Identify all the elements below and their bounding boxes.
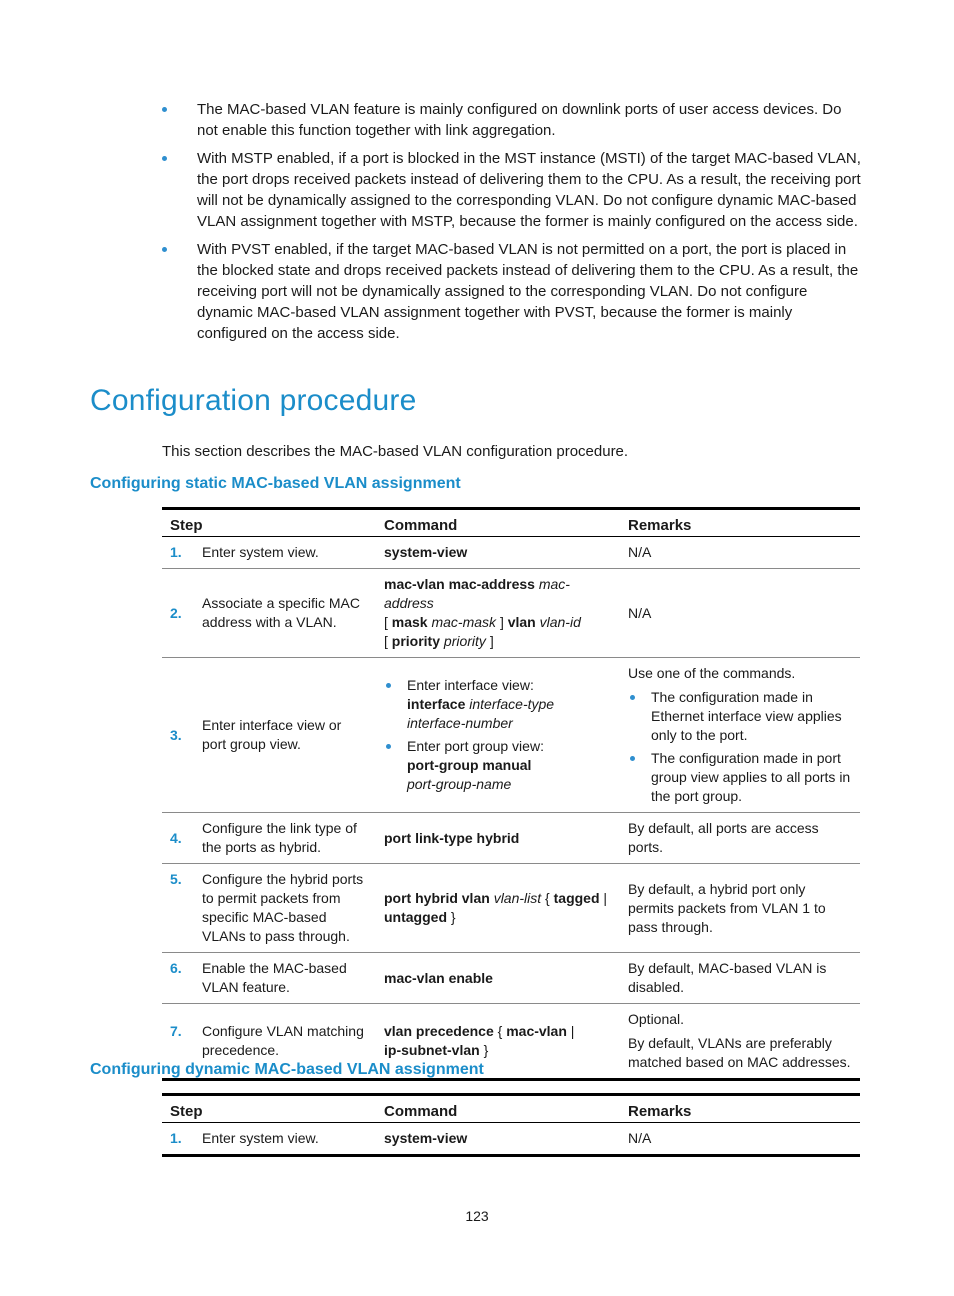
remarks-cell: N/A — [620, 569, 860, 658]
table-row — [162, 813, 860, 864]
command-column-header: Command — [376, 509, 620, 537]
bullet-dot-icon — [386, 683, 391, 688]
step-text: Enter system view. — [202, 544, 319, 560]
step-number: 3. — [170, 726, 182, 743]
section-title: Configuration procedure — [90, 384, 417, 417]
page-number: 123 — [465, 1208, 489, 1224]
step-cell — [162, 1123, 376, 1156]
step-text: Associate a specific MAC address with a VLAN. — [202, 595, 360, 630]
table-header-row — [162, 1095, 860, 1123]
step-text: Enter system view. — [202, 1130, 319, 1146]
list-item: The configuration made in Ethernet interface view applies only to the port. — [628, 688, 852, 745]
note-bullet-list — [160, 99, 865, 351]
note-bullet: The MAC-based VLAN feature is mainly configured on downlink ports of user access devices. Do not enable this function together with link aggregation. — [160, 99, 865, 141]
remarks-list — [628, 688, 852, 806]
command-cell — [376, 658, 620, 813]
table-row — [162, 537, 860, 569]
step-text: Configure the link type of the ports as hybrid. — [202, 820, 357, 855]
step-cell — [162, 537, 376, 569]
remarks-column-header: Remarks — [620, 1095, 860, 1123]
remarks-cell: Use one of the commands. The configuration made in Ethernet interface view applies only to the port. The configuration made in port group view applies to all ports in the port group. — [620, 658, 860, 813]
command-cell: port link-type hybrid — [376, 813, 620, 864]
table-row — [162, 864, 860, 953]
remarks-cell: By default, a hybrid port only permits packets from VLAN 1 to pass through. — [620, 864, 860, 953]
command-cell: system-view — [384, 1130, 468, 1146]
command-cell: mac-vlan mac-address mac-address [ mask mac-mask ] vlan vlan-id [ priority priority ] — [376, 569, 620, 658]
bullet-dot-icon — [162, 247, 167, 252]
step-cell — [162, 864, 376, 953]
step-number: 4. — [170, 829, 182, 846]
step-cell — [162, 569, 376, 658]
command-options-list — [384, 676, 612, 794]
step-number: 1. — [170, 544, 182, 560]
step-text: Configure VLAN matching precedence. — [202, 1023, 364, 1058]
dynamic-assignment-heading: Configuring dynamic MAC-based VLAN assignment — [90, 1061, 484, 1078]
step-column-header: Step — [162, 1095, 376, 1123]
remarks-cell: Optional. By default, VLANs are preferably matched based on MAC addresses. — [620, 1004, 860, 1080]
table-row — [162, 1123, 860, 1156]
bullet-dot-icon — [162, 156, 167, 161]
step-text: Configure the hybrid ports to permit packets from specific MAC-based VLANs to pass through. — [202, 871, 364, 944]
remarks-cell: By default, all ports are access ports. — [620, 813, 860, 864]
bullet-dot-icon — [630, 756, 635, 761]
list-item: The configuration made in port group view applies to all ports in the port group. — [628, 749, 852, 806]
dynamic-assignment-table — [162, 1093, 860, 1157]
table-row — [162, 658, 860, 813]
step-cell — [162, 813, 376, 864]
step-number: 5. — [170, 871, 182, 887]
step-text: Enable the MAC-based VLAN feature. — [202, 960, 347, 995]
bullet-dot-icon — [386, 744, 391, 749]
table-row — [162, 569, 860, 658]
step-number: 6. — [170, 960, 182, 976]
bullet-dot-icon — [630, 695, 635, 700]
remarks-cell: N/A — [628, 544, 652, 560]
step-text: Enter interface view or port group view. — [202, 717, 342, 752]
table-row — [162, 953, 860, 1004]
section-intro: This section describes the MAC-based VLAN configuration procedure. — [162, 443, 629, 460]
static-assignment-table — [162, 507, 860, 1081]
note-bullet: With MSTP enabled, if a port is blocked in the MST instance (MSTI) of the target MAC-based VLAN, the port drops received packets instead of delivering them to the CPU. As a result, the receiving port will not be dynamically assigned to the corresponding VLAN. Do not configure dynamic MAC-based VLAN assignment together with MSTP, because the former is mainly configured on the access side. — [160, 148, 865, 232]
command-cell: system-view — [384, 544, 468, 560]
static-assignment-heading: Configuring static MAC-based VLAN assignment — [90, 475, 461, 492]
command-cell: mac-vlan enable — [376, 953, 620, 1004]
command-column-header: Command — [376, 1095, 620, 1123]
remarks-cell: By default, MAC-based VLAN is disabled. — [620, 953, 860, 1004]
list-item: Enter interface view: interface interface-type interface-number — [384, 676, 612, 733]
bullet-dot-icon — [162, 107, 167, 112]
step-number: 2. — [170, 604, 182, 621]
step-column-header: Step — [162, 509, 376, 537]
command-cell: port hybrid vlan vlan-list { tagged | untagged } — [376, 864, 620, 953]
step-cell — [162, 658, 376, 813]
command-cell: vlan precedence { mac-vlan | ip-subnet-vlan } — [376, 1004, 620, 1080]
step-number: 1. — [170, 1130, 182, 1146]
remarks-cell: N/A — [628, 1130, 652, 1146]
list-item: Enter port group view: port-group manual port-group-name — [384, 737, 612, 794]
remarks-column-header: Remarks — [620, 509, 860, 537]
table-header-row — [162, 509, 860, 537]
step-number: 7. — [170, 1023, 182, 1039]
note-bullet: With PVST enabled, if the target MAC-based VLAN is not permitted on a port, the port is placed in the blocked state and drops received packets instead of delivering them to the CPU. As a result, the receiving port will not be dynamically assigned to the corresponding VLAN. Do not configure dynamic MAC-based VLAN assignment together with PVST, because the former is mainly configured on the access side. — [160, 239, 865, 344]
step-cell — [162, 953, 376, 1004]
